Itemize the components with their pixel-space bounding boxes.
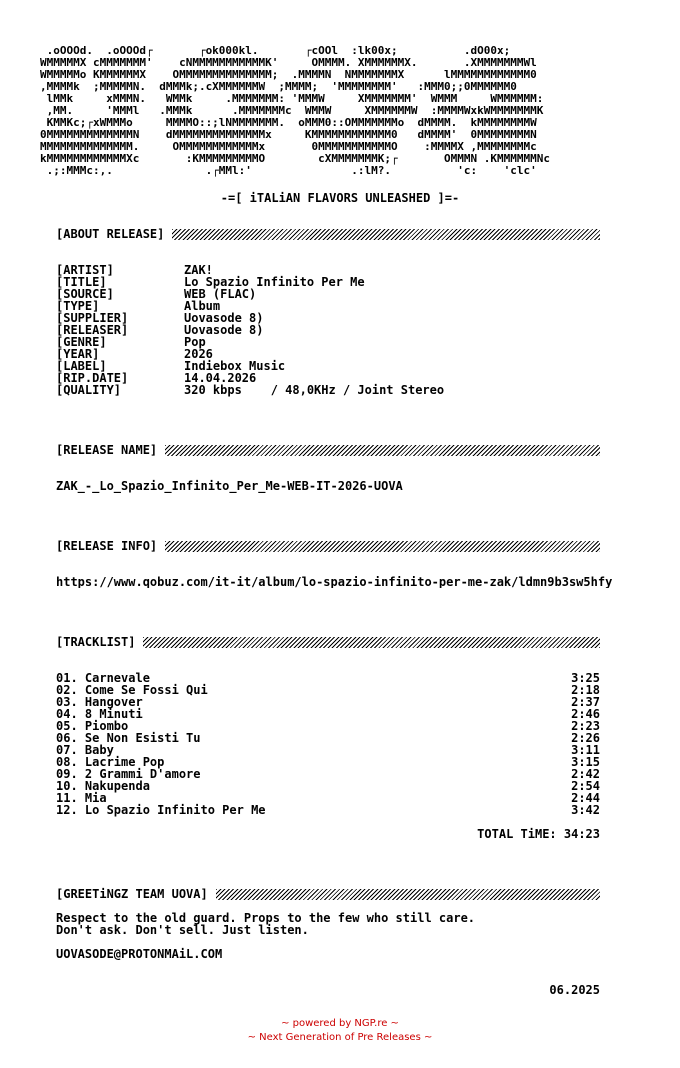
section-hatch <box>172 229 600 240</box>
track-row <box>56 708 600 720</box>
about-key: [ARTIST] <box>56 263 114 277</box>
total-time: TOTAL TiME: 34:23 <box>477 827 600 841</box>
about-key: [RIP.DATE] <box>56 371 129 385</box>
section-hatch <box>165 445 600 456</box>
tagline: -=[ iTALiAN FLAVORS UNLEASHED ]=- <box>220 191 460 205</box>
about-key: [RELEASER] <box>56 323 129 337</box>
about-key: [GENRE] <box>56 335 107 349</box>
section-header-greetings: [GREETiNGZ TEAM UOVA] <box>56 887 208 901</box>
track-title: 10. Nakupenda <box>56 779 150 793</box>
about-key: [SOURCE] <box>56 287 114 301</box>
track-title: 04. 8 Minuti <box>56 707 143 721</box>
about-value: 14.04.2026 <box>184 371 257 385</box>
track-title: 11. Mia <box>56 791 107 805</box>
track-time: 3:11 <box>571 743 600 757</box>
release-info-link[interactable]: https://www.qobuz.com/it-it/album/lo-spazio-infinito-per-me-zak/ldmn9b3sw5hfy <box>56 576 613 588</box>
track-title: 12. Lo Spazio Infinito Per Me <box>56 803 266 817</box>
section-release-name <box>56 444 600 456</box>
about-key: [YEAR] <box>56 347 100 361</box>
track-title: 06. Se Non Esisti Tu <box>56 731 201 745</box>
track-title: 05. Piombo <box>56 719 129 733</box>
section-header-about: [ABOUT RELEASE] <box>56 227 165 241</box>
track-title: 09. 2 Grammi D'amore <box>56 767 201 781</box>
release-date: 06.2025 <box>549 983 600 997</box>
section-release-info <box>56 540 600 552</box>
about-value: Uovasode 8) <box>184 323 264 337</box>
track-time: 2:46 <box>571 707 600 721</box>
about-key: [LABEL] <box>56 359 107 373</box>
footer-powered-by[interactable]: ~ powered by NGP.re ~ <box>281 1018 399 1029</box>
about-value: 320 kbps / 48,0KHz / Joint Stereo <box>184 383 445 397</box>
track-time: 3:15 <box>571 755 600 769</box>
greetings-line: Respect to the old guard. Props to the few who still care. <box>56 911 476 925</box>
release-name-value: ZAK_-_Lo_Spazio_Infinito_Per_Me-WEB-IT-2026-UOVA <box>56 479 403 493</box>
section-greetings <box>56 888 600 900</box>
footer-tagline: ~ Next Generation of Pre Releases ~ <box>247 1032 433 1043</box>
about-value: Album <box>184 299 221 313</box>
track-time: 2:23 <box>571 719 600 733</box>
section-hatch <box>143 637 600 648</box>
track-title: 07. Baby <box>56 743 114 757</box>
track-row <box>56 732 600 744</box>
track-time: 3:25 <box>571 671 600 685</box>
section-hatch <box>165 541 600 552</box>
track-title: 08. Lacrime Pop <box>56 755 165 769</box>
track-row <box>56 804 600 816</box>
track-time: 2:37 <box>571 695 600 709</box>
about-value: 2026 <box>184 347 213 361</box>
track-time: 2:26 <box>571 731 600 745</box>
track-time: 3:42 <box>571 803 600 817</box>
section-tracklist <box>56 636 600 648</box>
about-key: [SUPPLIER] <box>56 311 129 325</box>
about-value: ZAK! <box>184 263 213 277</box>
track-title: 01. Carnevale <box>56 671 150 685</box>
section-about-release <box>56 228 600 240</box>
greetings-line: Don't ask. Don't sell. Just listen. <box>56 923 309 937</box>
about-row-quality <box>56 384 444 396</box>
about-key: [TYPE] <box>56 299 100 313</box>
track-time: 2:44 <box>571 791 600 805</box>
about-key: [TITLE] <box>56 275 107 289</box>
about-value: Lo Spazio Infinito Per Me <box>184 275 365 289</box>
ascii-logo: .oOOOd. .oOOOd┌ ┌ok000kl. ┌cOOl :lk00x; .dO00x; WMMMMMX cMMMMMMM' cNMMMMMMMMMMMK' OMMMM. XMMMMMMX. .XMMMMMMMWl WMMMMMo KMMMMMMX OMMMMMMMMMMMMMM; .MMMMN NMMMMMMMX lMMMMMMMMMMMM0 ,MMMMk ;MMMMMN. dMMMk;.cXMMMMMMW ;MMMM; 'MMMMMMMM' :MMM0;;0MMMMMM0 lMMk xMMMN. WMMk .MMMMMMM: 'MMMW XMMMMMMM' WMMM WMMMMMM: ,MM. 'MMMl .MMMk .MMMMMMMc WMMW XMMMMMMW :MMMMWxkWMMMMMMMK KMMKc;┌xWMMMo MMMMO::;lNMMMMMMM. oMMM0::OMMMMMMMo dMMMM. kMMMMMMMMW 0MMMMMMMMMMMMMN dMMMMMMMMMMMMMMx KMMMMMMMMMMMM0 dMMMM' 0MMMMMMMMN MMMMMMMMMMMMMM. OMMMMMMMMMMMMx 0MMMMMMMMMMMO :MMMMX ,MMMMMMMMc kMMMMMMMMMMMMXc :KMMMMMMMMMO cXMMMMMMMK;┌ OMMMN .KMMMMMMNc .;:MMMc:,. .┌MMl:' .:lM?. 'c: 'clc' <box>40 44 550 177</box>
section-header-release-name: [RELEASE NAME] <box>56 443 158 457</box>
track-time: 2:42 <box>571 767 600 781</box>
about-value: WEB (FLAC) <box>184 287 257 301</box>
track-time: 2:18 <box>571 683 600 697</box>
about-value: Pop <box>184 335 206 349</box>
section-header-tracklist: [TRACKLIST] <box>56 635 136 649</box>
contact-email[interactable]: UOVASODE@PROTONMAiL.COM <box>56 947 223 961</box>
track-time: 2:54 <box>571 779 600 793</box>
about-key: [QUALITY] <box>56 383 122 397</box>
track-title: 02. Come Se Fossi Qui <box>56 683 208 697</box>
track-title: 03. Hangover <box>56 695 143 709</box>
about-value: Uovasode 8) <box>184 311 264 325</box>
section-hatch <box>216 889 600 900</box>
section-header-release-info: [RELEASE INFO] <box>56 539 158 553</box>
track-row <box>56 780 600 792</box>
about-value: Indiebox Music <box>184 359 286 373</box>
